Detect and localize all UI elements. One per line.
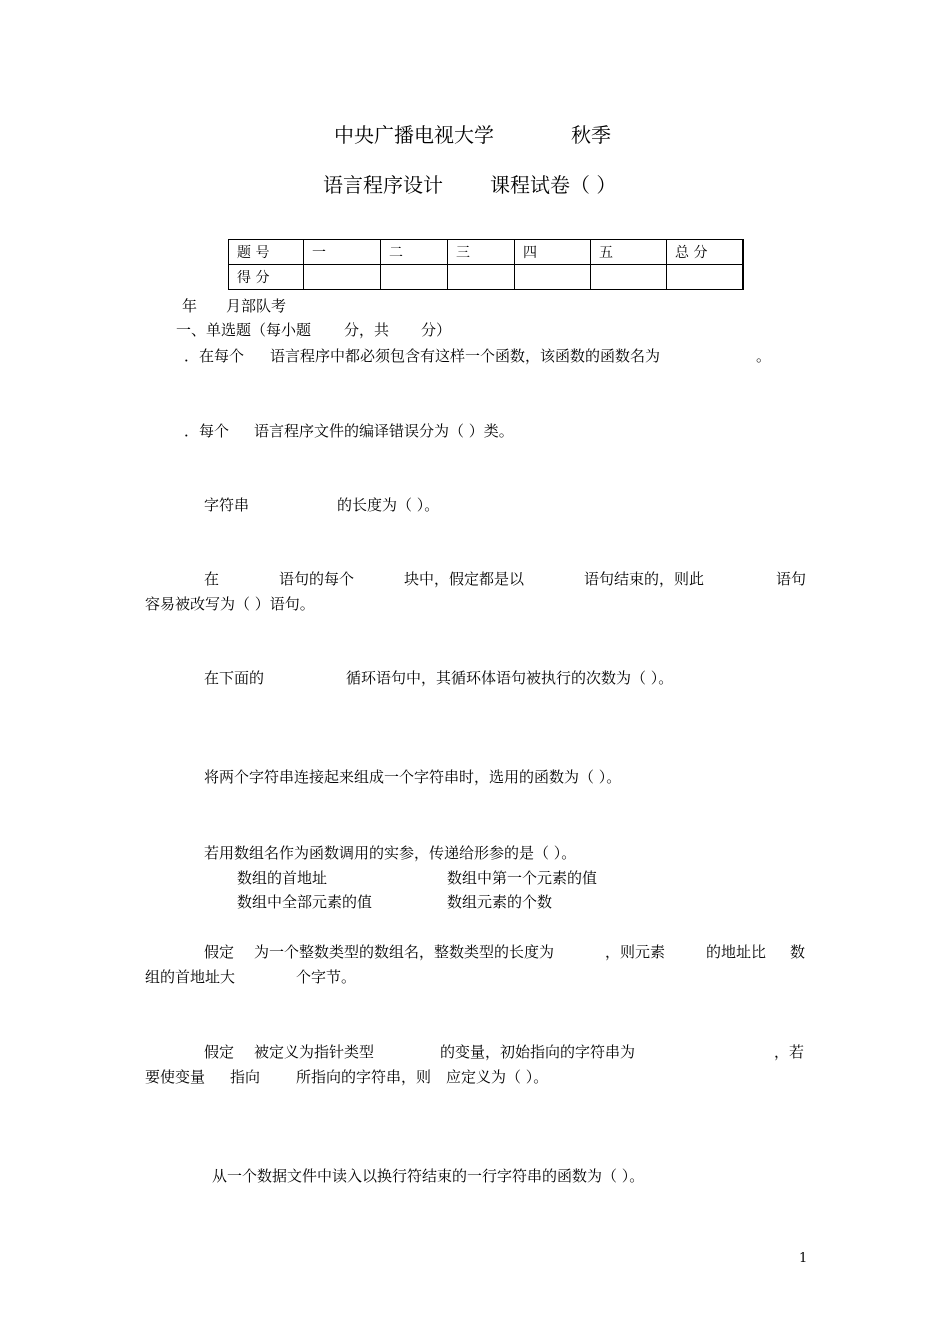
question-4-text: 语句的每个 (279, 570, 355, 588)
question-4-text: 在 (204, 570, 220, 588)
exam-year: 年 (182, 297, 198, 315)
table-row (229, 240, 744, 265)
question-5-text: 循环语句中，其循环体语句被执行的次数为（ ）。 (346, 669, 674, 687)
score-input-cell[interactable] (667, 265, 744, 290)
question-2-text: ．每个 (184, 422, 230, 440)
score-input-cell[interactable] (381, 265, 448, 290)
table-cell: 三 (448, 240, 515, 265)
table-cell: 四 (515, 240, 591, 265)
question-8-text: 个字节。 (296, 968, 357, 986)
table-cell: 一 (304, 240, 381, 265)
section-title-part: 分，共 (344, 321, 390, 339)
section-title-part: 分） (421, 321, 452, 339)
question-4-text: 容易被改写为（ ）语句。 (145, 595, 315, 613)
table-cell: 题 号 (229, 240, 304, 265)
score-input-cell[interactable] (515, 265, 591, 290)
title-exam-paper: 课程试卷（ ） (490, 173, 617, 197)
question-3-text: 字符串 (204, 496, 250, 514)
question-8-text: 为一个整数类型的数组名，整数类型的长度为 (254, 943, 555, 961)
question-9-text: 被定义为指针类型 (254, 1043, 375, 1061)
question-4-text: 语句 (776, 570, 807, 588)
question-10-text: 从一个数据文件中读入以换行符结束的一行字符串的函数为（ ）。 (212, 1167, 645, 1185)
score-table (228, 239, 744, 290)
question-7-option: 数组的首地址 (237, 869, 328, 887)
question-6-text: 将两个字符串连接起来组成一个字符串时，选用的函数为（ ）。 (204, 768, 622, 786)
question-7-option: 数组中第一个元素的值 (447, 869, 598, 887)
exam-month-info: 月部队考 (226, 297, 287, 315)
page-number: 1 (799, 1251, 808, 1266)
table-row (229, 265, 744, 290)
question-9-text: 要使变量 (145, 1068, 206, 1086)
question-8-text: ，则元素 (605, 943, 666, 961)
question-9-text: 指向 (230, 1068, 261, 1086)
question-9-text: 假定 (204, 1043, 235, 1061)
question-1-text: ．在每个 (184, 347, 245, 365)
title-semester: 秋季 (571, 123, 611, 147)
question-1-text: 。 (756, 347, 772, 365)
question-9-text: 应定义为（ ）。 (446, 1068, 549, 1086)
section-title: 一、单选题（每小题 (176, 321, 312, 339)
question-9-text: 的变量，初始指向的字符串为 (440, 1043, 636, 1061)
table-cell: 二 (381, 240, 448, 265)
table-cell: 五 (591, 240, 667, 265)
score-input-cell[interactable] (591, 265, 667, 290)
question-8-text: 组的首地址大 (145, 968, 236, 986)
question-8-text: 数 (790, 943, 806, 961)
question-8-text: 的地址比 (706, 943, 767, 961)
table-cell: 总 分 (667, 240, 744, 265)
question-4-text: 块中，假定都是以 (404, 570, 525, 588)
question-1-text: 语言程序中都必须包含有这样一个函数，该函数的函数名为 (270, 347, 661, 365)
question-9-text: ，若 (774, 1043, 805, 1061)
question-8-text: 假定 (204, 943, 235, 961)
title-course: 语言程序设计 (323, 173, 443, 197)
question-7-text: 若用数组名作为函数调用的实参，传递给形参的是（ ）。 (204, 844, 577, 862)
table-cell: 得 分 (229, 265, 304, 290)
question-9-text: 所指向的字符串，则 (296, 1068, 432, 1086)
question-3-text: 的长度为（ ）。 (337, 496, 440, 514)
score-input-cell[interactable] (304, 265, 381, 290)
question-7-option: 数组元素的个数 (447, 893, 553, 911)
question-5-text: 在下面的 (204, 669, 265, 687)
title-university: 中央广播电视大学 (334, 123, 494, 147)
score-input-cell[interactable] (448, 265, 515, 290)
question-4-text: 语句结束的，则此 (584, 570, 705, 588)
question-7-option: 数组中全部元素的值 (237, 893, 373, 911)
question-2-text: 语言程序文件的编译错误分为（ ）类。 (254, 422, 514, 440)
